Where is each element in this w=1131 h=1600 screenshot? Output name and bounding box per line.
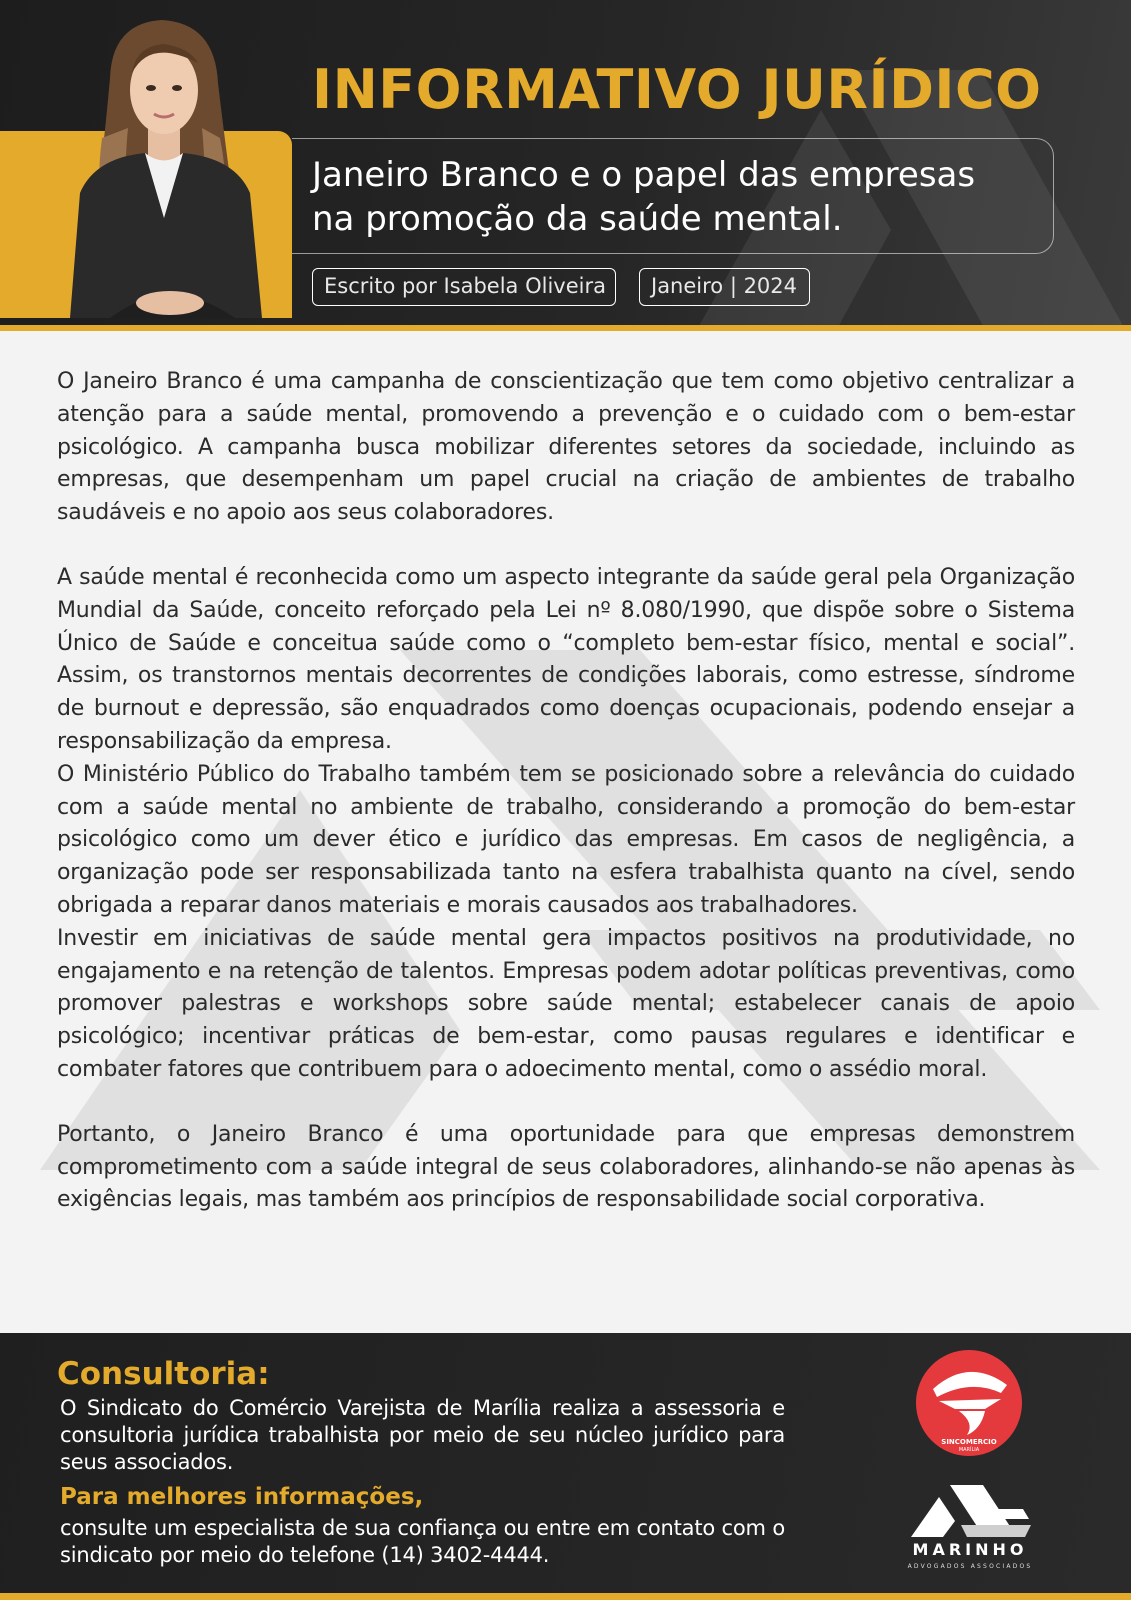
consult-text: O Sindicato do Comércio Varejista de Marília realiza a assessoria e consultoria jurídica trabalhista por meio de seu núcleo jurídico para seus associados. (60, 1396, 785, 1474)
article-paragraph: Portanto, o Janeiro Branco é uma oportunidade para que empresas demonstrem comprometimento com a saúde integral de seus colaboradores, alinhando-se não apenas às exigências legais, mas também aos princípios de responsabilidade social corporativa. (57, 1121, 1075, 1213)
sincomercio-logo-icon (915, 1349, 1023, 1457)
author-portrait (50, 18, 282, 318)
info-heading: Para melhores informações, (60, 1484, 424, 1510)
author-badge: Escrito por Isabela Oliveira (312, 268, 616, 306)
article-subtitle (312, 153, 1042, 241)
subtitle-line-1: Janeiro Branco e o papel das empresas (312, 155, 976, 195)
article-body (57, 366, 1075, 1217)
subtitle-line-2: na promoção da saúde mental. (312, 199, 843, 239)
marinho-name: MARINHO (912, 1540, 1028, 1559)
footer-divider (0, 1593, 1131, 1600)
date-badge: Janeiro | 2024 (639, 268, 810, 306)
sinco-logo-subtext: MARÍLIA (958, 1447, 980, 1453)
article-paragraph: O Janeiro Branco é uma campanha de conscientização que tem como objetivo centralizar a atenção para a saúde mental, promovendo a prevenção e o cuidado com o bem-estar psicológico. A campanha busca mobilizar diferentes setores da sociedade, incluindo as empresas, que desempenham um papel crucial na criação de ambientes de trabalho saudáveis e no apoio aos seus colaboradores. (57, 369, 1075, 526)
header-banner (0, 0, 1131, 331)
article-paragraph: A saúde mental é reconhecida como um aspecto integrante da saúde geral pela Organização Mundial da Saúde, conceito reforçado pela Lei nº 8.080/1990, que dispõe sobre o Sistema Único de Saúde e conceitua saúde como o “completo bem-estar físico, mental e social”. Assim, os transtornos mentais decorrentes de condições laborais, como estresse, síndrome de burnout e depressão, são enquadrados como doenças ocupacionais, podendo ensejar a responsabilização da empresa. (57, 564, 1075, 754)
consult-heading: Consultoria: (57, 1356, 270, 1392)
sinco-logo-text: SINCOMERCIO (941, 1438, 997, 1446)
marinho-subtitle: ADVOGADOS ASSOCIADOS (907, 1563, 1033, 1570)
article-paragraph: Investir em iniciativas de saúde mental gera impactos positivos na produtividade, no engajamento e na retenção de talentos. Empresas podem adotar políticas preventivas, como promover palestras e workshops sobre saúde mental; estabelecer canais de apoio psicológico; incentivar práticas de bem-estar, como pausas regulares e identificar e combater fatores que contribuem para o adoecimento mental, como o assédio moral. (57, 925, 1075, 1082)
header-divider (0, 325, 1131, 331)
article-paragraph: O Ministério Público do Trabalho também tem se posicionado sobre a relevância do cuidado com a saúde mental no ambiente de trabalho, considerando a promoção do bem-estar psicológico como um dever ético e jurídico das empresas. Em casos de negligência, a organização pode ser responsabilizada tanto na esfera trabalhista quanto na cível, sendo obrigada a reparar danos materiais e morais causados aos trabalhadores. (57, 761, 1075, 918)
page-title: INFORMATIVO JURÍDICO (312, 58, 1042, 121)
marinho-logo-icon (905, 1485, 1035, 1575)
contact-text: consulte um especialista de sua confiança ou entre em contato com o sindicato por meio do telefone (14) 3402-4444. (60, 1516, 785, 1567)
